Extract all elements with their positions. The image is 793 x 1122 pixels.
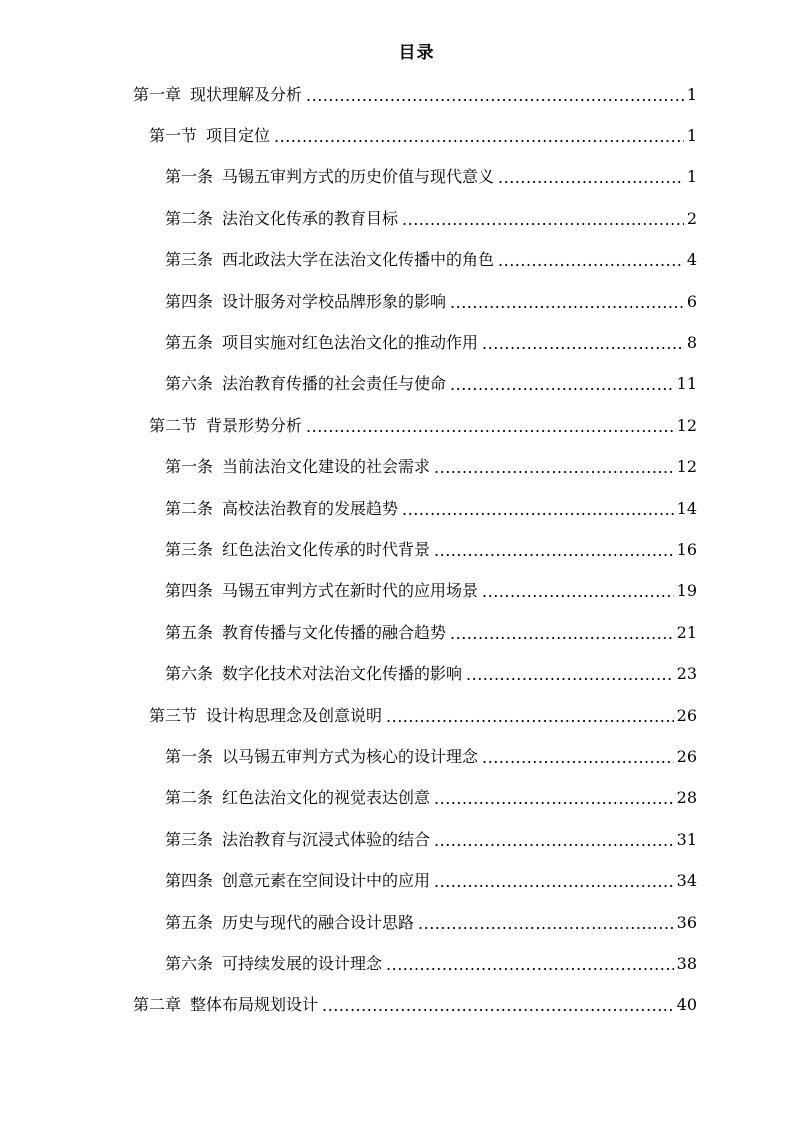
toc-entry-label xyxy=(165,664,462,684)
toc-entry-text: 项目实施对红色法治文化的推动作用 xyxy=(222,333,479,353)
toc-entry[interactable] xyxy=(0,943,793,984)
toc-entry-page-number: 1 xyxy=(686,167,697,187)
toc-entry-page-number: 19 xyxy=(676,581,697,601)
toc-entry-page-number: 11 xyxy=(676,374,697,394)
toc-entry-label xyxy=(165,167,494,187)
toc-dot-leader xyxy=(402,500,674,520)
toc-entry[interactable] xyxy=(0,985,793,1026)
toc-entry-page-number: 1 xyxy=(686,126,697,146)
toc-entry-number: 第五条 xyxy=(165,333,214,353)
toc-dot-leader xyxy=(498,251,684,271)
toc-entry-number: 第二节 xyxy=(149,415,198,435)
toc-entry-text: 以马锡五审判方式为核心的设计理念 xyxy=(222,746,479,766)
toc-dot-leader xyxy=(418,914,674,934)
toc-entry-text: 背景形势分析 xyxy=(206,415,303,435)
toc-entry-page-number: 16 xyxy=(676,539,697,559)
toc-entry[interactable] xyxy=(0,819,793,860)
toc-dot-leader xyxy=(402,210,684,230)
toc-entry-number: 第四条 xyxy=(165,581,214,601)
toc-entry[interactable] xyxy=(0,240,793,281)
toc-list xyxy=(0,74,793,1026)
toc-entry[interactable] xyxy=(0,736,793,777)
toc-dot-leader xyxy=(274,127,684,147)
toc-entry-page-number: 6 xyxy=(686,291,697,311)
toc-entry-label xyxy=(165,581,478,601)
toc-entry-page-number: 23 xyxy=(676,664,697,684)
toc-entry-text: 创意元素在空间设计中的应用 xyxy=(222,871,431,891)
toc-entry-label xyxy=(133,85,302,105)
toc-entry-text: 项目定位 xyxy=(206,126,271,146)
toc-entry-number: 第一条 xyxy=(165,457,214,477)
toc-entry-number: 第六条 xyxy=(165,953,214,973)
toc-entry[interactable] xyxy=(0,198,793,239)
toc-entry-text: 当前法治文化建设的社会需求 xyxy=(222,457,431,477)
toc-entry-label xyxy=(165,788,430,808)
toc-dot-leader xyxy=(498,168,684,188)
toc-dot-leader xyxy=(482,748,674,768)
toc-entry-number: 第二条 xyxy=(165,788,214,808)
toc-entry-text: 设计构思理念及创意说明 xyxy=(206,705,383,725)
toc-entry[interactable] xyxy=(0,571,793,612)
toc-entry-label xyxy=(165,292,446,312)
toc-entry-label xyxy=(165,747,478,767)
toc-entry-number: 第五条 xyxy=(165,912,214,932)
toc-entry-label xyxy=(165,954,382,974)
toc-entry-number: 第三条 xyxy=(165,829,214,849)
toc-dot-leader xyxy=(434,872,674,892)
toc-entry[interactable] xyxy=(0,322,793,363)
toc-entry-text: 可持续发展的设计理念 xyxy=(222,953,383,973)
toc-dot-leader xyxy=(450,293,684,313)
toc-entry-label xyxy=(165,209,398,229)
toc-entry-text: 数字化技术对法治文化传播的影响 xyxy=(222,664,463,684)
toc-entry[interactable] xyxy=(0,653,793,694)
toc-entry-number: 第二条 xyxy=(165,498,214,518)
toc-entry-label xyxy=(165,830,430,850)
toc-entry-text: 红色法治文化的视觉表达创意 xyxy=(222,788,431,808)
toc-entry-number: 第一条 xyxy=(165,167,214,187)
toc-entry-label xyxy=(165,374,446,394)
toc-entry-text: 高校法治教育的发展趋势 xyxy=(222,498,399,518)
toc-entry-text: 历史与现代的融合设计思路 xyxy=(222,912,415,932)
toc-entry[interactable] xyxy=(0,529,793,570)
toc-dot-leader xyxy=(386,955,674,975)
toc-entry-text: 马锡五审判方式在新时代的应用场景 xyxy=(222,581,479,601)
toc-entry-number: 第四条 xyxy=(165,871,214,891)
toc-entry[interactable] xyxy=(0,447,793,488)
toc-title: 目录 xyxy=(398,43,435,63)
toc-entry-page-number: 4 xyxy=(686,250,697,270)
toc-dot-leader xyxy=(322,996,674,1016)
toc-entry[interactable] xyxy=(0,364,793,405)
toc-dot-leader xyxy=(434,458,674,478)
toc-entry-number: 第六条 xyxy=(165,664,214,684)
toc-entry[interactable] xyxy=(0,405,793,446)
toc-entry-number: 第五条 xyxy=(165,622,214,642)
toc-entry-page-number: 1 xyxy=(686,84,697,104)
toc-entry-page-number: 14 xyxy=(676,498,697,518)
toc-entry[interactable] xyxy=(0,74,793,115)
toc-entry-label xyxy=(165,871,430,891)
toc-dot-leader xyxy=(482,334,684,354)
toc-dot-leader xyxy=(306,86,684,106)
toc-entry-number: 第二章 xyxy=(133,995,182,1015)
toc-entry-label xyxy=(149,126,270,146)
toc-entry-page-number: 36 xyxy=(676,912,697,932)
toc-entry-text: 现状理解及分析 xyxy=(190,84,303,104)
toc-entry-text: 法治教育传播的社会责任与使命 xyxy=(222,374,447,394)
toc-entry-page-number: 31 xyxy=(676,829,697,849)
toc-entry-label xyxy=(165,457,430,477)
toc-entry-page-number: 12 xyxy=(676,457,697,477)
toc-entry-label xyxy=(165,333,478,353)
toc-entry-page-number: 26 xyxy=(676,746,697,766)
toc-entry[interactable] xyxy=(0,281,793,322)
toc-entry-number: 第一条 xyxy=(165,746,214,766)
toc-entry-text: 西北政法大学在法治文化传播中的角色 xyxy=(222,250,495,270)
toc-entry[interactable] xyxy=(0,860,793,901)
toc-entry-page-number: 2 xyxy=(686,208,697,228)
toc-entry-number: 第三条 xyxy=(165,250,214,270)
toc-entry-text: 马锡五审判方式的历史价值与现代意义 xyxy=(222,167,495,187)
toc-entry-label xyxy=(165,250,494,270)
toc-entry-text: 法治文化传承的教育目标 xyxy=(222,208,399,228)
toc-entry[interactable] xyxy=(0,157,793,198)
toc-entry-page-number: 38 xyxy=(676,953,697,973)
toc-entry-label xyxy=(165,540,430,560)
toc-entry-label xyxy=(133,995,318,1015)
toc-entry-page-number: 26 xyxy=(676,705,697,725)
toc-entry-number: 第四条 xyxy=(165,291,214,311)
toc-entry[interactable] xyxy=(0,488,793,529)
toc-entry-page-number: 21 xyxy=(676,622,697,642)
toc-entry-text: 整体布局规划设计 xyxy=(190,995,319,1015)
toc-entry-label xyxy=(165,499,398,519)
toc-dot-leader xyxy=(386,707,674,727)
toc-entry-number: 第六条 xyxy=(165,374,214,394)
toc-dot-leader xyxy=(482,582,674,602)
toc-entry[interactable] xyxy=(0,778,793,819)
toc-entry-page-number: 34 xyxy=(676,871,697,891)
toc-dot-leader xyxy=(306,417,674,437)
toc-dot-leader xyxy=(434,541,674,561)
toc-entry-page-number: 28 xyxy=(676,788,697,808)
toc-entry-page-number: 12 xyxy=(676,415,697,435)
toc-entry-number: 第三条 xyxy=(165,539,214,559)
toc-entry[interactable] xyxy=(0,695,793,736)
toc-entry-text: 红色法治文化传承的时代背景 xyxy=(222,539,431,559)
toc-entry-page-number: 8 xyxy=(686,333,697,353)
toc-entry-label xyxy=(149,416,302,436)
toc-dot-leader xyxy=(466,665,674,685)
toc-entry-text: 设计服务对学校品牌形象的影响 xyxy=(222,291,447,311)
toc-entry-label xyxy=(165,623,446,643)
toc-dot-leader xyxy=(450,375,674,395)
toc-entry[interactable] xyxy=(0,902,793,943)
toc-entry-number: 第二条 xyxy=(165,208,214,228)
toc-entry-text: 法治教育与沉浸式体验的结合 xyxy=(222,829,431,849)
toc-entry-label xyxy=(149,706,382,726)
toc-entry[interactable] xyxy=(0,115,793,156)
toc-dot-leader xyxy=(434,789,674,809)
toc-dot-leader xyxy=(450,624,674,644)
toc-entry-number: 第一章 xyxy=(133,84,182,104)
toc-entry-label xyxy=(165,913,414,933)
toc-dot-leader xyxy=(434,831,674,851)
toc-entry[interactable] xyxy=(0,612,793,653)
toc-entry-number: 第一节 xyxy=(149,126,198,146)
toc-entry-page-number: 40 xyxy=(676,995,697,1015)
toc-entry-number: 第三节 xyxy=(149,705,198,725)
toc-entry-text: 教育传播与文化传播的融合趋势 xyxy=(222,622,447,642)
